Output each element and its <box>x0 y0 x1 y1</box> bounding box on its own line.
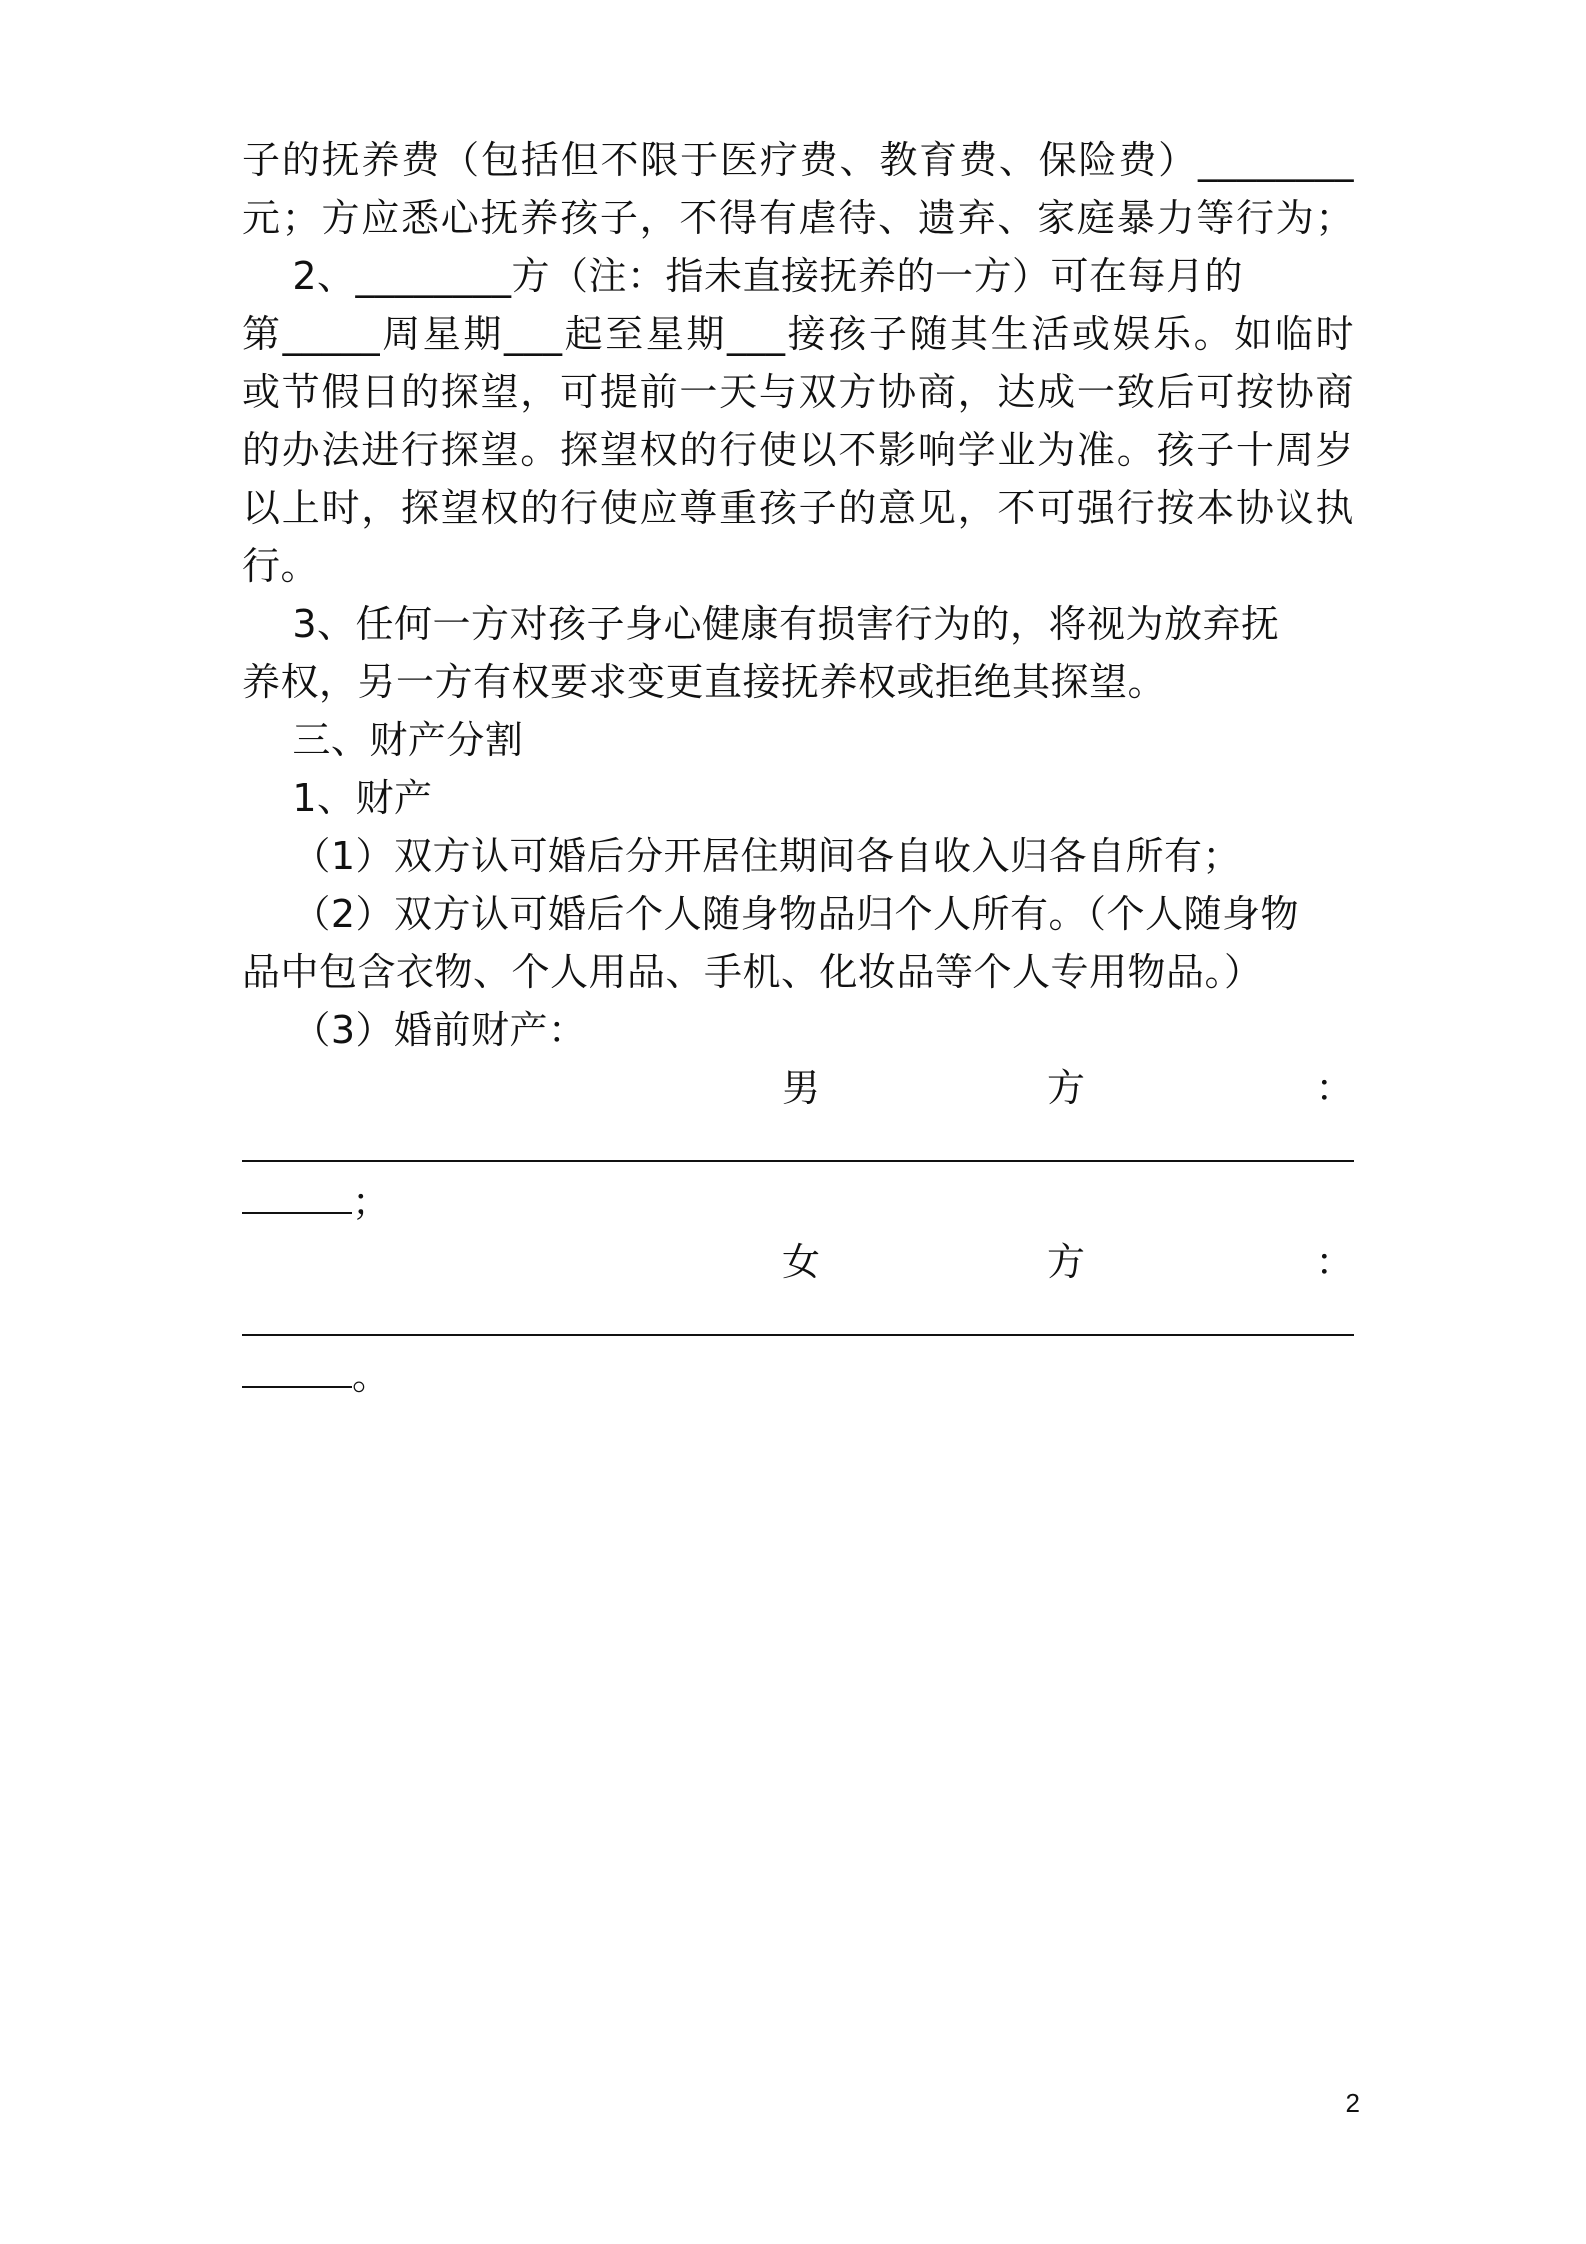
text-line: （1）双方认可婚后分开居住期间各自收入归各自所有； <box>242 834 1241 878</box>
female-property-blank <box>242 1334 1354 1336</box>
male-property-end <box>242 1178 1354 1226</box>
text-line: 养权，另一方有权要求变更直接抚养权或拒绝其探望。 <box>242 660 1167 704</box>
male-property-blank <box>242 1160 1354 1162</box>
male-end-punct: ； <box>352 1180 391 1224</box>
section-heading: 三、财产分割 <box>242 718 524 762</box>
text-line: 以上时，探望权的行使应尊重孩子的意见，不可强行按本协议执 <box>242 486 1354 530</box>
male-label-colon: ： <box>1315 1066 1354 1110</box>
female-end-punct: 。 <box>352 1354 391 1398</box>
text-line: （2）双方认可婚后个人随身物品归个人所有。（个人随身物 <box>242 892 1299 936</box>
text-line: 第_____周星期___起至星期___接孩子随其生活或娱乐。如临时 <box>242 312 1354 356</box>
blank-underline <box>242 1352 352 1388</box>
female-label-colon: ： <box>1315 1240 1354 1284</box>
female-property-end <box>242 1352 1354 1400</box>
text-line: （3）婚前财产： <box>242 1008 587 1052</box>
male-label-char: 方 <box>1047 1066 1086 1110</box>
female-label-char: 方 <box>1047 1240 1086 1284</box>
text-line: 元；方应悉心抚养孩子，不得有虐待、遗弃、家庭暴力等行为； <box>242 196 1354 240</box>
female-party-label <box>242 1238 1354 1286</box>
text-line: 子的抚养费（包括但不限于医疗费、教育费、保险费）________ <box>242 138 1354 182</box>
male-party-label <box>242 1064 1354 1112</box>
text-line: 2、________方（注：指未直接抚养的一方）可在每月的 <box>242 254 1243 298</box>
text-line: 行。 <box>242 544 320 588</box>
text-line: 品中包含衣物、个人用品、手机、化妆品等个人专用物品。） <box>242 950 1263 994</box>
blank-underline <box>242 1178 352 1214</box>
text-line: 或节假日的探望，可提前一天与双方协商，达成一致后可按协商 <box>242 370 1354 414</box>
text-line: 3、任何一方对孩子身心健康有损害行为的，将视为放弃抚 <box>242 602 1280 646</box>
text-line: 的办法进行探望。探望权的行使以不影响学业为准。孩子十周岁 <box>242 428 1354 472</box>
subsection-heading: 1、财产 <box>242 776 433 820</box>
male-label-char: 男 <box>782 1066 821 1110</box>
page-number: 2 <box>1345 2088 1360 2118</box>
female-label-char: 女 <box>782 1240 821 1284</box>
